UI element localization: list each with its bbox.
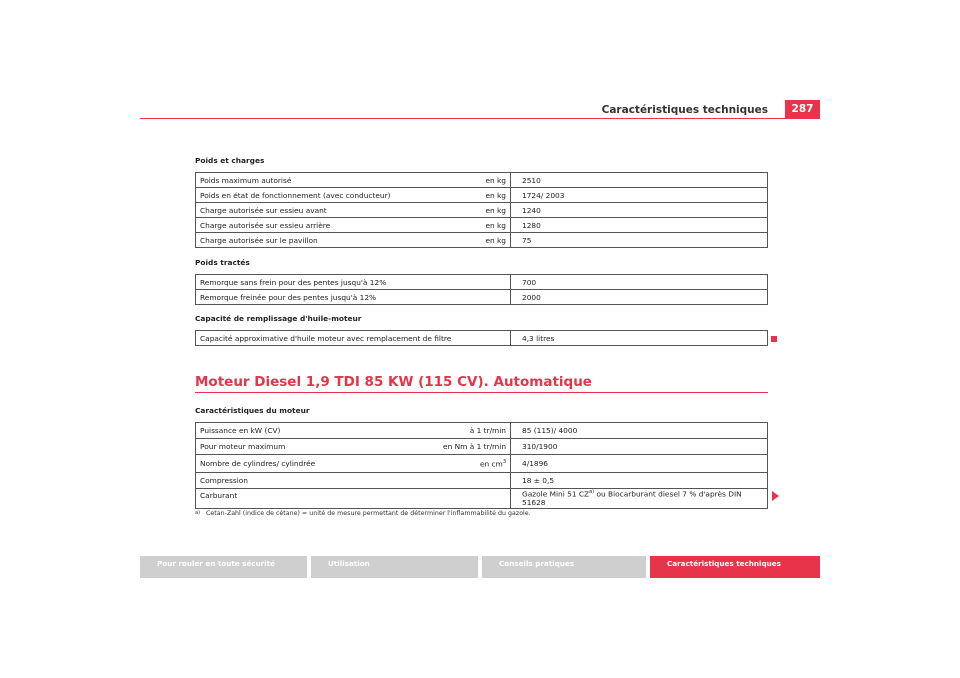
table-moteur [195, 422, 768, 509]
footnote [195, 510, 531, 517]
table-row [196, 423, 768, 439]
fuel-value-rest: ou Biocarburant diesel 7 % d'après DIN 51628 [522, 489, 742, 508]
cell-unit [404, 473, 511, 489]
header-divider [140, 118, 820, 119]
nav-tab-caracteristiques[interactable]: Caractéristiques techniques [650, 556, 820, 578]
cell-label: Capacité approximative d'huile moteur avec remplacement de filtre [196, 331, 511, 346]
cell-label: Charge autorisée sur essieu avant [196, 203, 473, 218]
cell-label: Poids en état de fonctionnement (avec conducteur) [196, 188, 473, 203]
table-row [196, 439, 768, 455]
table-row [196, 233, 768, 248]
table-tractes [195, 274, 768, 305]
table-row [196, 455, 768, 473]
section-title-poids: Poids et charges [195, 156, 265, 165]
cell-label: Poids maximum autorisé [196, 173, 473, 188]
cell-label: Nombre de cylindres/ cylindrée [196, 455, 405, 473]
table-row [196, 489, 768, 509]
fuel-value: Gazole Mini 51 CZ [522, 489, 590, 499]
footnote-text: Cetan-Zahl (indice de cétane) = unité de mesure permettant de déterminer l'inflammabilité du gazole. [206, 510, 531, 517]
nav-tab-conseils[interactable]: Conseils pratiques [482, 556, 646, 578]
cell-label: Puissance en kW (CV) [196, 423, 405, 439]
footnote-mark: a) [195, 510, 201, 516]
cell-unit: en kg [472, 233, 511, 248]
section-title-huile: Capacité de remplissage d'huile-moteur [195, 314, 362, 323]
cell-unit: en Nm à 1 tr/min [404, 439, 511, 455]
cell-value: 18 ± 0,5 [511, 473, 768, 489]
section-title-tractes: Poids tractés [195, 258, 250, 267]
cell-value: 310/1900 [511, 439, 768, 455]
page-number: 287 [785, 100, 820, 118]
cell-value: 4,3 litres [511, 331, 768, 346]
cell-unit: en kg [472, 218, 511, 233]
table-row [196, 275, 768, 290]
cell-value: 85 (115)/ 4000 [511, 423, 768, 439]
cell-unit: en kg [472, 188, 511, 203]
cell-label: Carburant [196, 489, 405, 509]
cell-label: Remorque freinée pour des pentes jusqu'à 12% [196, 290, 511, 305]
cell-value [511, 489, 768, 509]
cell-label: Remorque sans frein pour des pentes jusqu'à 12% [196, 275, 511, 290]
section-title-moteur: Caractéristiques du moteur [195, 406, 310, 415]
cell-label: Pour moteur maximum [196, 439, 405, 455]
continue-arrow-icon [772, 491, 779, 501]
section-end-marker [771, 336, 777, 342]
cell-value: 1280 [511, 218, 768, 233]
engine-heading: Moteur Diesel 1,9 TDI 85 KW (115 CV). Automatique [195, 374, 592, 390]
cell-label: Charge autorisée sur le pavillon [196, 233, 473, 248]
cell-value: 2000 [511, 290, 768, 305]
table-row [196, 290, 768, 305]
cell-value: 75 [511, 233, 768, 248]
table-row [196, 218, 768, 233]
page-header-title: Caractéristiques techniques [601, 104, 768, 116]
unit-superscript: 3 [502, 458, 506, 465]
cell-unit: en kg [472, 203, 511, 218]
table-poids [195, 172, 768, 248]
nav-tab-utilisation[interactable]: Utilisation [311, 556, 478, 578]
cell-value: 1724/ 2003 [511, 188, 768, 203]
table-row [196, 473, 768, 489]
cell-unit: en kg [472, 173, 511, 188]
table-huile [195, 330, 768, 346]
cell-unit [404, 455, 511, 473]
nav-tab-securite[interactable]: Pour rouler en toute sécurité [140, 556, 307, 578]
heading-divider [195, 392, 768, 393]
table-row [196, 331, 768, 346]
cell-label: Compression [196, 473, 405, 489]
cell-value: 2510 [511, 173, 768, 188]
cell-unit: à 1 tr/min [404, 423, 511, 439]
cell-value: 1240 [511, 203, 768, 218]
cell-label: Charge autorisée sur essieu arrière [196, 218, 473, 233]
cell-value: 4/1896 [511, 455, 768, 473]
cell-value: 700 [511, 275, 768, 290]
table-row [196, 173, 768, 188]
table-row [196, 203, 768, 218]
table-row [196, 188, 768, 203]
cell-unit [404, 489, 511, 509]
unit-text: en cm [479, 459, 503, 469]
footnote-ref: a) [589, 489, 595, 495]
